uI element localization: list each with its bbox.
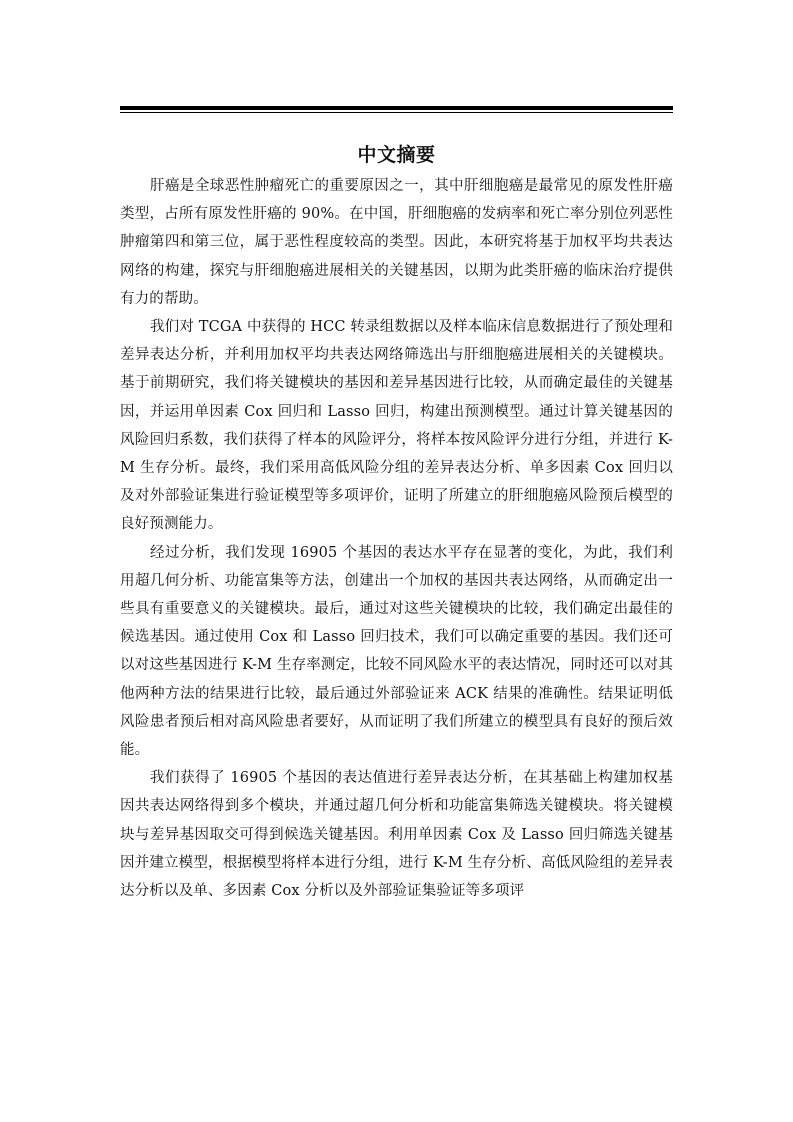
paragraph-2: 我们对 TCGA 中获得的 HCC 转录组数据以及样本临床信息数据进行了预处理和差异表达分析，并利用加权平均共表达网络筛选出与肝细胞癌进展相关的关键模块。基于前期研究，我们将关键模块的基因和差异基因进行比较，从而确定最佳的关键基因，并运用单因素 Cox 回归和 Lasso 回归，构建出预测模型。通过计算关键基因的风险回归系数，我们获得了样本的风险评分，将样本按风险评分进行分组，并进行 K-M 生存分析。最终，我们采用高低风险分组的差异表达分析、单多因素 Cox 回归以及对外部验证集进行验证模型等多项评价，证明了所建立的肝细胞癌风险预后模型的良好预测能力。: [120, 319, 673, 533]
abstract-body: [120, 172, 673, 905]
header-rule-thin: [120, 112, 673, 113]
paragraph-4: 我们获得了 16905 个基因的表达值进行差异表达分析，在其基础上构建加权基因共表达网络得到多个模块，并通过超几何分析和功能富集筛选关键模块。将关键模块与差异基因取交可得到候选关键基因。利用单因素 Cox 及 Lasso 回归筛选关键基因并建立模型，根据模型将样本进行分组，进行 K-M 生存分析、高低风险组的差异表达分析以及单、多因素 Cox 分析以及外部验证集验证等多项评: [120, 770, 673, 900]
header-rule: [120, 106, 673, 110]
page-title: 中文摘要: [357, 143, 436, 166]
paragraph-1: 肝癌是全球恶性肿瘤死亡的重要原因之一，其中肝细胞癌是最常见的原发性肝癌类型，占所有原发性肝癌的 90%。在中国，肝细胞癌的发病率和死亡率分别位列恶性肿瘤第四和第三位，属于恶性程度较高的类型。因此，本研究将基于加权平均共表达网络的构建，探究与肝细胞癌进展相关的关键基因，以期为此类肝癌的临床治疗提供有力的帮助。: [120, 178, 673, 307]
paragraph-3: 经过分析，我们发现 16905 个基因的表达水平存在显著的变化，为此，我们利用超几何分析、功能富集等方法，创建出一个加权的基因共表达网络，从而确定出一些具有重要意义的关键模块。最后，通过对这些关键模块的比较，我们确定出最佳的候选基因。通过使用 Cox 和 Lasso 回归技术，我们可以确定重要的基因。我们还可以对这些基因进行 K-M 生存率测定，比较不同风险水平的表达情况，同时还可以对其他两种方法的结果进行比较，最后通过外部验证来 ACK 结果的准确性。结果证明低风险患者预后相对高风险患者要好，从而证明了我们所建立的模型具有良好的预后效能。: [120, 544, 673, 759]
